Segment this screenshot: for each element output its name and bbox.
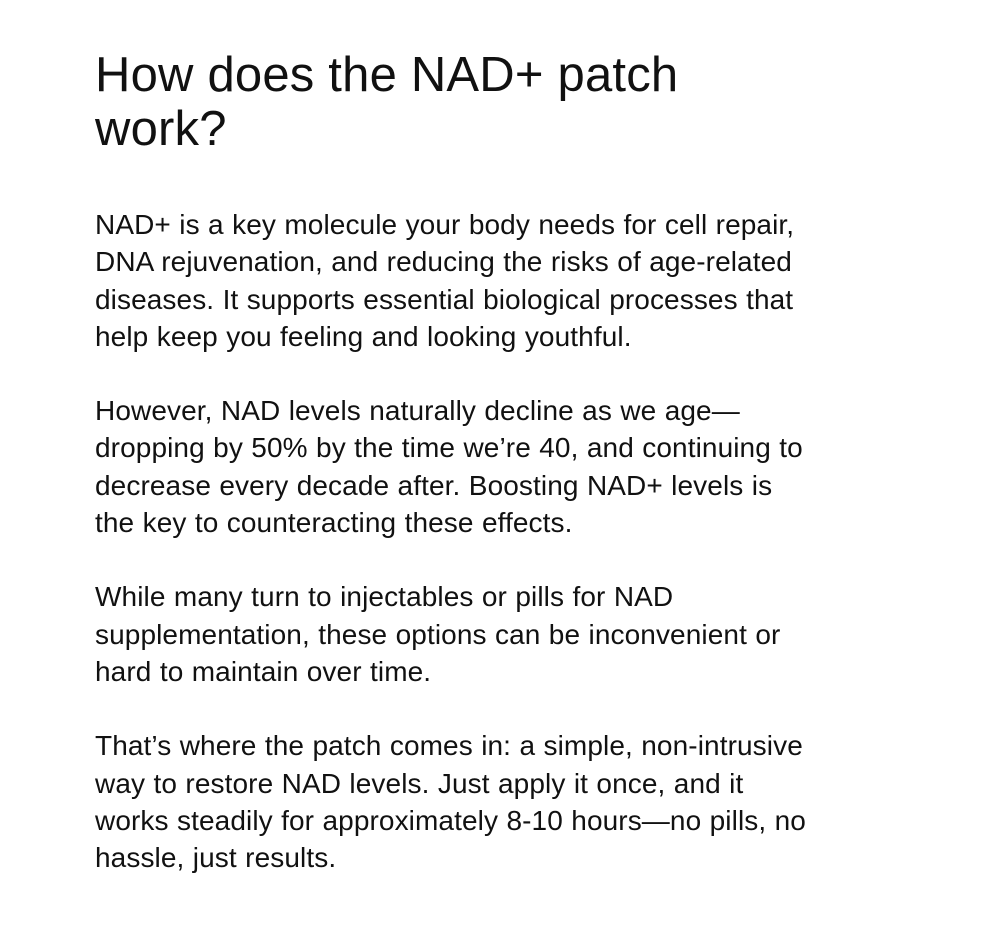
text-line: That’s where the patch comes in: a simple, non-intrusive	[95, 730, 803, 762]
paragraph-nad-decline	[95, 392, 885, 541]
text-line: the key to counteracting these effects.	[95, 507, 573, 539]
text-line: NAD+ is a key molecule your body needs for cell repair,	[95, 209, 795, 240]
text-line: While many turn to injectables or pills for NAD	[95, 581, 674, 613]
page-title	[95, 48, 795, 156]
article-body	[95, 206, 895, 876]
text-line: way to restore NAD levels. Just apply it once, and it	[95, 767, 744, 799]
paragraph-patch-solution	[95, 727, 885, 876]
text-line: diseases. It supports essential biological processes that	[95, 283, 794, 315]
text-line: hassle, just results.	[95, 842, 337, 874]
paragraph-nad-intro	[95, 206, 885, 355]
text-line: decrease every decade after. Boosting NAD+ levels is	[95, 469, 773, 501]
text-line: supplementation, these options can be inconvenient or	[95, 618, 781, 650]
title-line: How does the NAD+ patch	[95, 48, 679, 102]
text-line: dropping by 50% by the time we’re 40, and continuing to	[95, 432, 803, 464]
article-content	[95, 48, 895, 876]
text-line: DNA rejuvenation, and reducing the risks of age-related	[95, 246, 792, 278]
title-line: work?	[95, 102, 227, 156]
text-line: works steadily for approximately 8-10 hours—no pills, no	[95, 804, 806, 836]
text-line: However, NAD levels naturally decline as we age—	[95, 395, 740, 427]
text-line: hard to maintain over time.	[95, 655, 432, 687]
text-line: help keep you feeling and looking youthful.	[95, 320, 632, 352]
paragraph-alternatives	[95, 578, 885, 690]
